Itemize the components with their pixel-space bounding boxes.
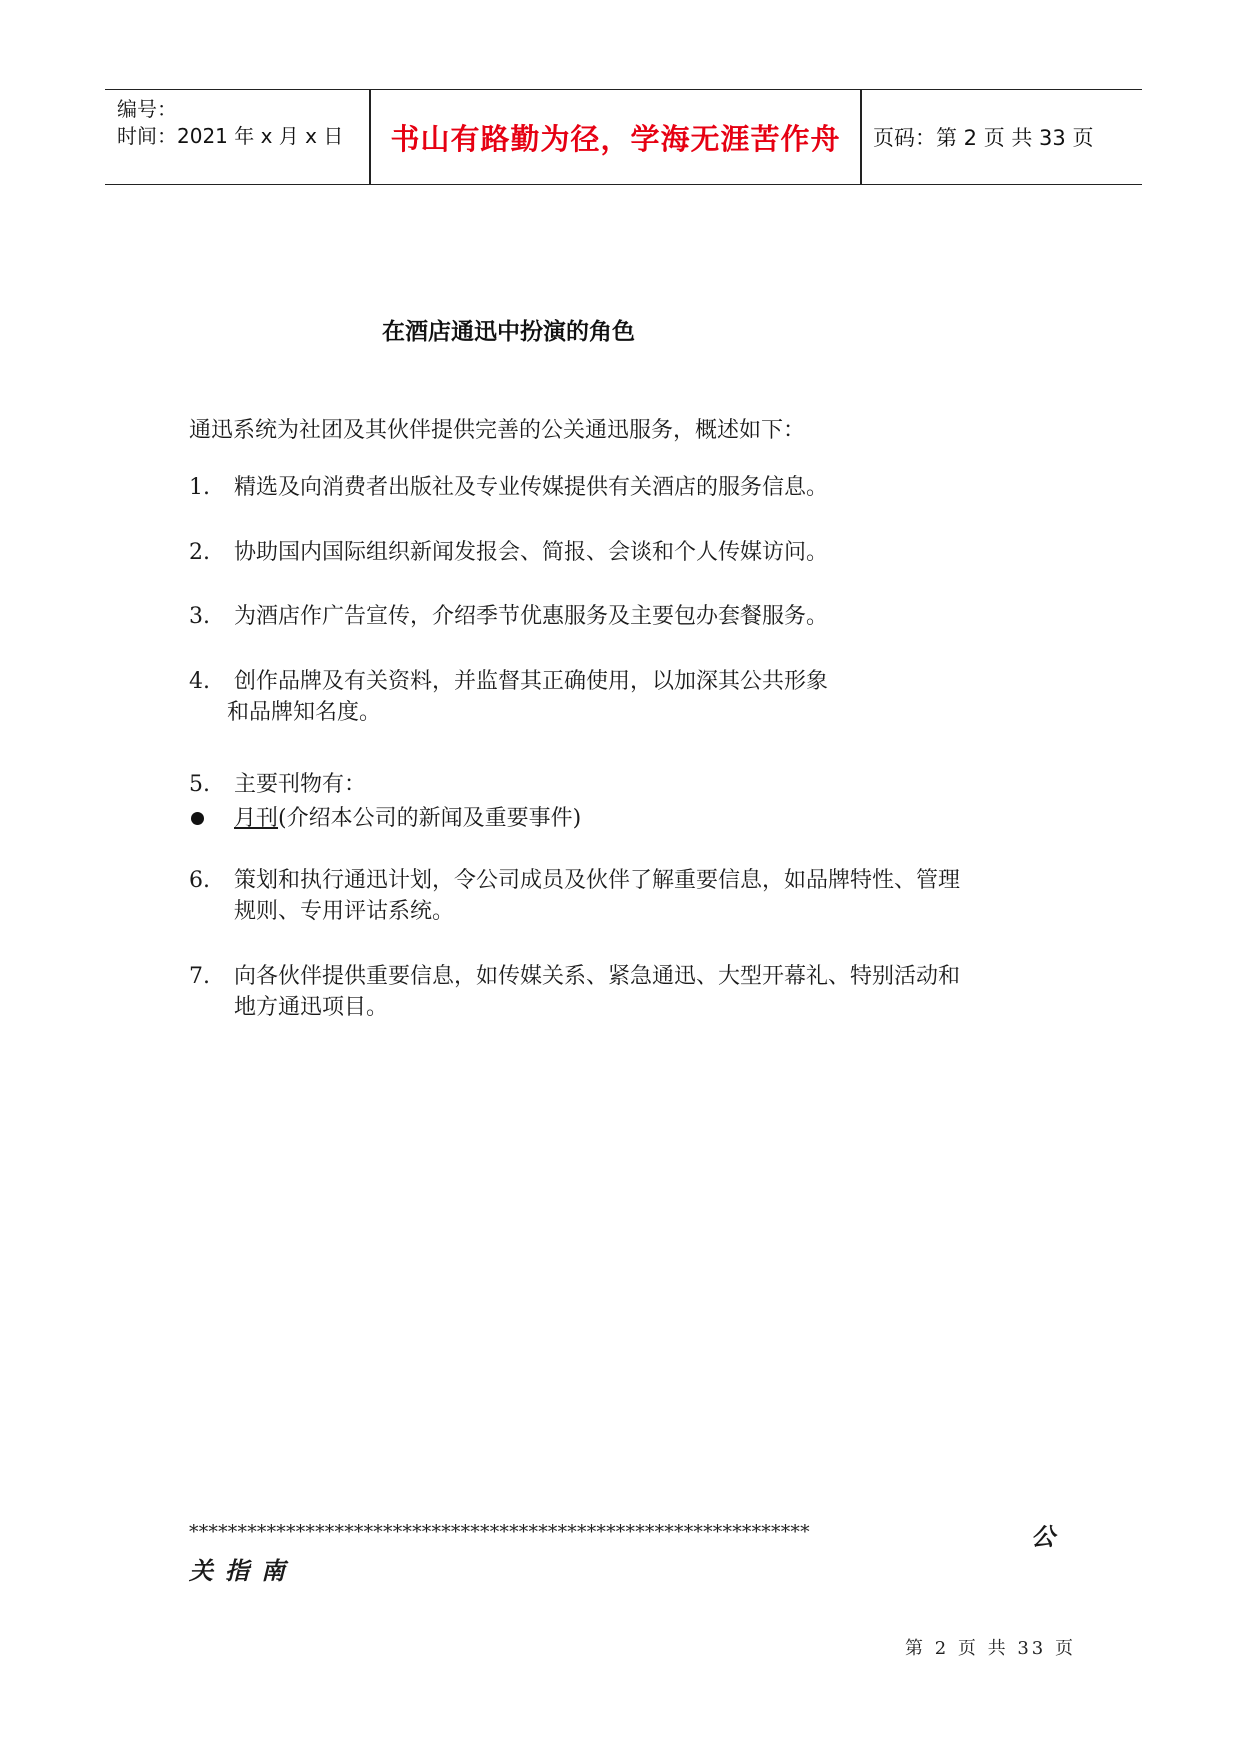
- list-number: 1.: [189, 475, 210, 500]
- header-page-info: 页码：第 2 页 共 33 页: [873, 126, 1094, 150]
- header-divider: [860, 90, 862, 184]
- list-number: 4.: [189, 669, 210, 694]
- list-number: 5.: [189, 772, 210, 797]
- list-text: 协助国内国际组织新闻发报会、简报、会谈和个人传媒访问。: [234, 540, 829, 565]
- list-number: 6.: [189, 868, 210, 893]
- list-text-continuation: 和品牌知名度。: [227, 700, 382, 725]
- intro-paragraph: 通迅系统为社团及其伙伴提供完善的公关通迅服务，概述如下：: [189, 418, 806, 443]
- bullet-dot-icon: [191, 812, 204, 825]
- section-title: 在酒店通迅中扮演的角色: [382, 318, 635, 345]
- header-motto: 书山有路勤为径，学海无涯苦作舟: [390, 121, 841, 156]
- list-text: 为酒店作广告宣传，介绍季节优惠服务及主要包办套餐服务。: [234, 604, 829, 629]
- number-label: 编号：: [117, 97, 177, 121]
- list-number: 2.: [189, 540, 210, 565]
- time-label: 时间：2021 年 x 月 x 日: [117, 124, 344, 148]
- footer-guide-title-continuation: 关指南: [189, 1556, 297, 1585]
- list-number: 7.: [189, 964, 210, 989]
- list-text-continuation: 规则、专用评诂系统。: [234, 899, 455, 924]
- list-text: 精选及向消费者出版社及专业传媒提供有关酒店的服务信息。: [234, 475, 829, 500]
- header-table: [105, 89, 1142, 185]
- header-meta: [117, 90, 367, 184]
- list-text: 策划和执行通迅计划，令公司成员及伙伴了解重要信息，如品牌特性、管理: [234, 868, 961, 893]
- list-number: 3.: [189, 604, 210, 629]
- footer-guide-title: 公: [1031, 1522, 1055, 1551]
- list-text: 向各伙伴提供重要信息，如传媒关系、紧急通迅、大型开幕礼、特别活动和: [234, 964, 961, 989]
- list-text-continuation: 地方通迅项目。: [234, 995, 389, 1020]
- page-footer-number: 第 2 页 共 33 页: [905, 1638, 1076, 1659]
- list-text: 创作品牌及有关资料，并监督其正确使用，以加深其公共形象: [234, 669, 829, 694]
- footer-star-rule: ****************************************************************: [189, 1521, 810, 1543]
- publication-name: 月刊: [234, 806, 279, 831]
- publication-description: (介绍本公司的新闻及重要事件): [278, 806, 582, 831]
- list-text: 主要刊物有：: [234, 772, 367, 797]
